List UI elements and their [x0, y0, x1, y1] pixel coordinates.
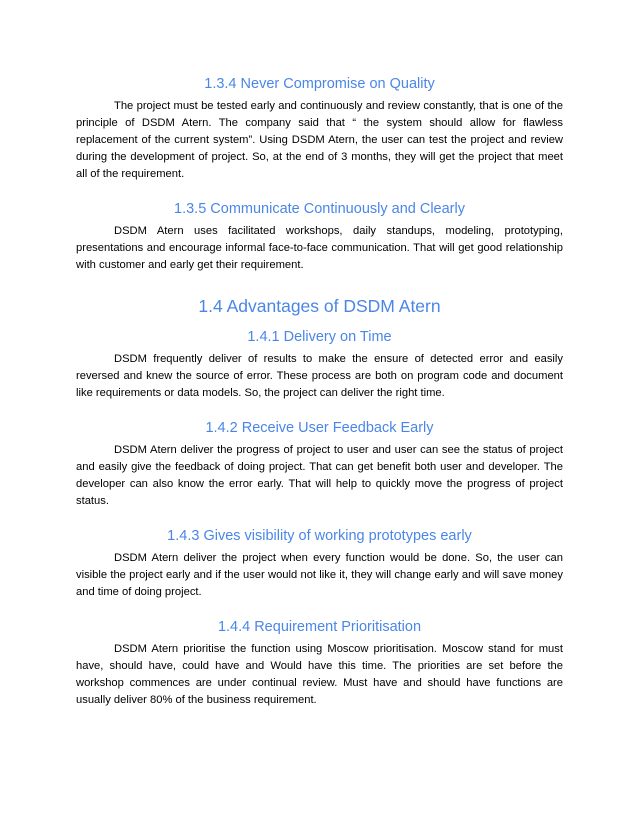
paragraph-1-3-5: DSDM Atern uses facilitated workshops, daily standups, modeling, prototyping, presentations and encourage informal face-to-face communication. That will get good relationship with customer and early get their requirement. — [76, 225, 563, 271]
heading-1-4: 1.4 Advantages of DSDM Atern — [198, 296, 441, 316]
heading-1-3-5: 1.3.5 Communicate Continuously and Clearly — [174, 201, 465, 217]
paragraph-1-4-4: DSDM Atern prioritise the function using Moscow prioritisation. Moscow stand for must have, should have, could have and Would have this time. The priorities are set before the workshop commences are under continual review. Must have and should have functions are usually deliver 80% of the business requirement. — [76, 643, 563, 706]
heading-1-4-4: 1.4.4 Requirement Prioritisation — [217, 619, 422, 635]
heading-1-3-4: 1.3.4 Never Compromise on Quality — [204, 76, 435, 92]
paragraph-1-4-1: DSDM frequently deliver of results to make the ensure of detected error and easily reversed and knew the source of error. These process are both on program code and document like requirements or data models. So, the project can deliver the right time. — [76, 353, 563, 399]
heading-1-4-1: 1.4.1 Delivery on Time — [247, 329, 392, 345]
paragraph-1-3-4: The project must be tested early and continuously and review constantly, that is one of the principle of DSDM Atern. The company said that “ the system should allow for flawless replacement of the current system”. Using DSDM Atern, the user can test the project and review during the development of project. So, at the end of 3 months, they will get the project that meet all of the requirement. — [76, 100, 563, 180]
heading-1-4-3: 1.4.3 Gives visibility of working prototypes early — [167, 528, 472, 544]
paragraph-1-4-3: DSDM Atern deliver the project when every function would be done. So, the user can visible the project early and if the user would not like it, they will change early and will save money and time of doing project. — [76, 552, 563, 598]
paragraph-1-4-2: DSDM Atern deliver the progress of project to user and user can see the status of project and easily give the feedback of doing project. That can get benefit both user and developer. The developer can also know the error early. That will help to quickly move the progress of project status. — [76, 444, 563, 507]
heading-1-4-2: 1.4.2 Receive User Feedback Early — [205, 420, 434, 436]
document-content — [76, 76, 563, 709]
